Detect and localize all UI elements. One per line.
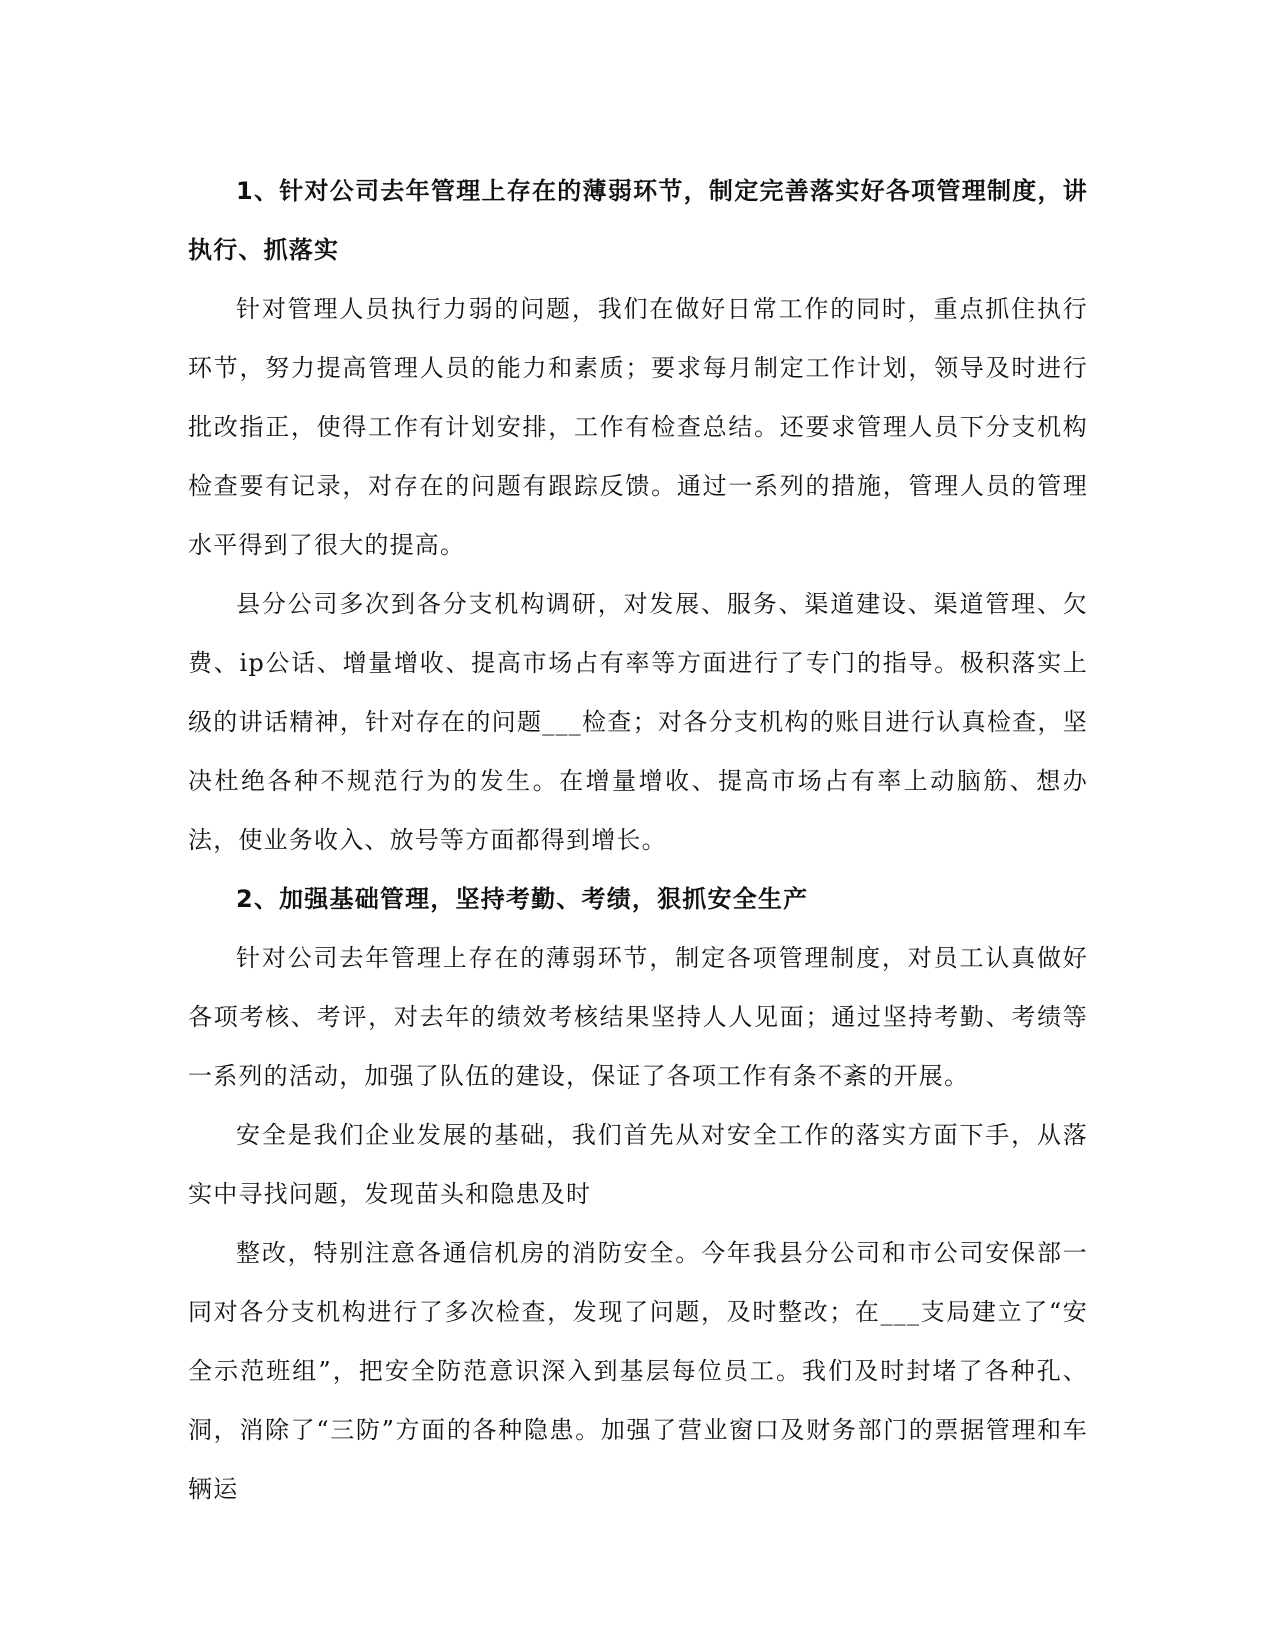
paragraph-2: 县分公司多次到各分支机构调研，对发展、服务、渠道建设、渠道管理、欠费、ip公话、增量增收、提高市场占有率等方面进行了专门的指导。极积落实上级的讲话精神，针对存在的问题___检查；对各分支机构的账目进行认真检查，坚决杜绝各种不规范行为的发生。在增量增收、提高市场占有率上动脑筋、想办法，使业务收入、放号等方面都得到增长。	[188, 590, 1088, 854]
paragraph-4: 安全是我们企业发展的基础，我们首先从对安全工作的落实方面下手，从落实中寻找问题，发现苗头和隐患及时	[188, 1121, 1088, 1208]
section-heading-1: 1、针对公司去年管理上存在的薄弱环节，制定完善落实好各项管理制度，讲执行、抓落实	[188, 177, 1088, 264]
document-body	[188, 162, 1088, 1519]
paragraph-3: 针对公司去年管理上存在的薄弱环节，制定各项管理制度，对员工认真做好各项考核、考评，对去年的绩效考核结果坚持人人见面；通过坚持考勤、考绩等一系列的活动，加强了队伍的建设，保证了各项工作有条不紊的开展。	[188, 944, 1088, 1090]
section-heading-2: 2、加强基础管理，坚持考勤、考绩，狠抓安全生产	[236, 885, 809, 913]
paragraph-5: 整改，特别注意各通信机房的消防安全。今年我县分公司和市公司安保部一同对各分支机构进行了多次检查，发现了问题，及时整改；在___支局建立了“安全示范班组”，把安全防范意识深入到基层每位员工。我们及时封堵了各种孔、洞，消除了“三防”方面的各种隐患。加强了营业窗口及财务部门的票据管理和车辆运	[188, 1239, 1088, 1503]
paragraph-1: 针对管理人员执行力弱的问题，我们在做好日常工作的同时，重点抓住执行环节，努力提高管理人员的能力和素质；要求每月制定工作计划，领导及时进行批改指正，使得工作有计划安排，工作有检查总结。还要求管理人员下分支机构检查要有记录，对存在的问题有跟踪反馈。通过一系列的措施，管理人员的管理水平得到了很大的提高。	[188, 295, 1088, 559]
